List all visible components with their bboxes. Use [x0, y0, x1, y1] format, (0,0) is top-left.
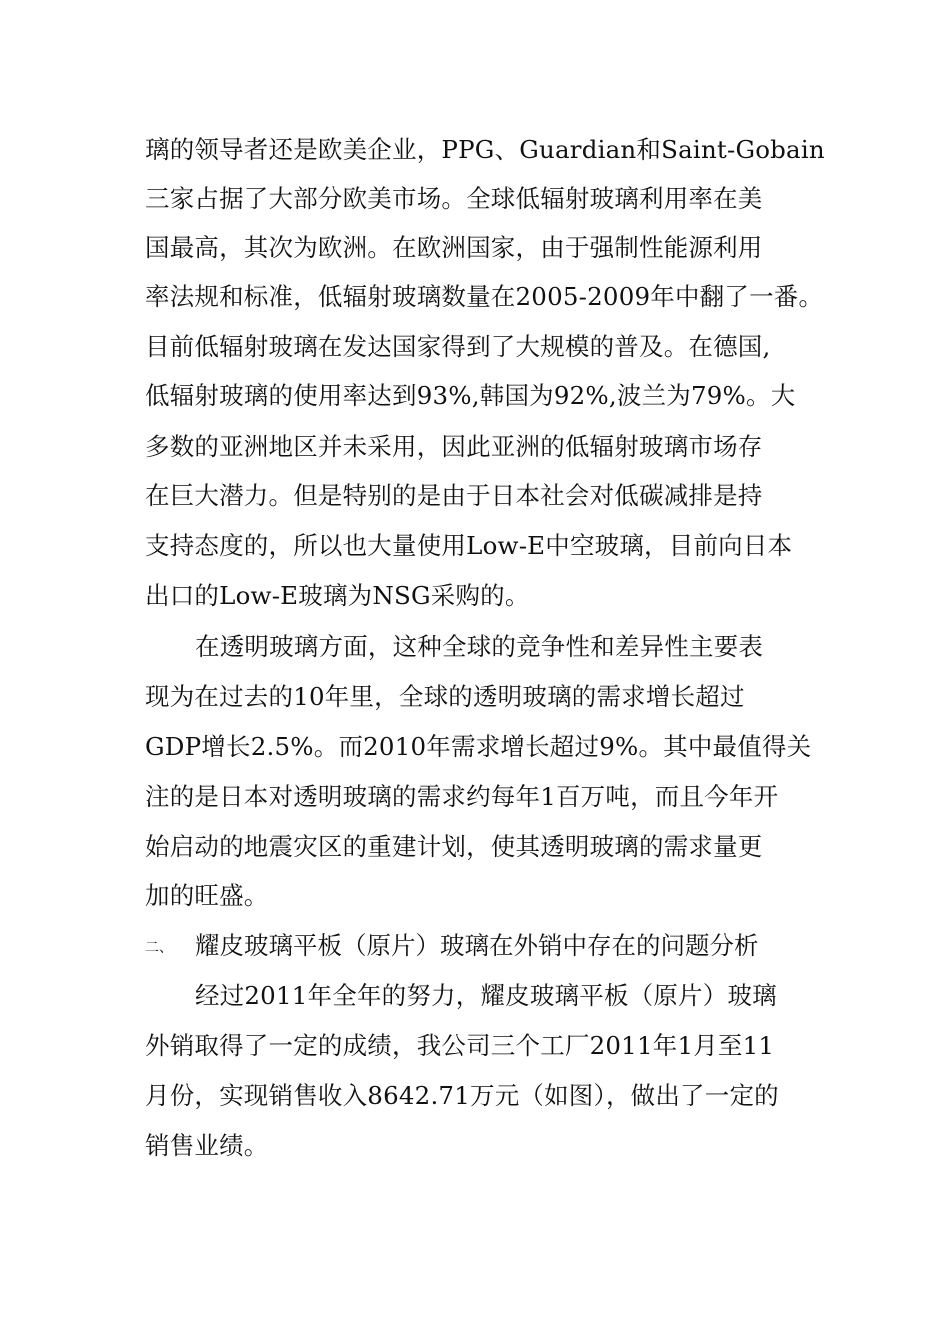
text-line: 经过2011年全年的努力，耀皮玻璃平板（原片）玻璃: [195, 981, 777, 1010]
text-line: 出口的Low-E玻璃为NSG采购的。: [145, 581, 530, 610]
text-line: 率法规和标准，低辐射玻璃数量在2005-2009年中翻了一番。: [145, 282, 824, 311]
text-line: 国最高，其次为欧洲。在欧洲国家，由于强制性能源利用: [145, 233, 763, 262]
section-title: 耀皮玻璃平板（原片）玻璃在外销中存在的问题分析: [195, 931, 759, 960]
text-line: 外销取得了一定的成绩，我公司三个工厂2011年1月至11: [145, 1031, 775, 1060]
text-line: 销售业绩。: [145, 1131, 269, 1160]
section-number: 二、: [145, 940, 173, 956]
text-line: 始启动的地震灾区的重建计划，使其透明玻璃的需求量更: [145, 832, 763, 861]
text-line: GDP增长2.5%。而2010年需求增长超过9%。其中最值得关: [145, 732, 812, 761]
text-line: 现为在过去的10年里，全球的透明玻璃的需求增长超过: [145, 682, 745, 711]
text-line: 低辐射玻璃的使用率达到93%,韩国为92%,波兰为79%。大: [145, 381, 796, 410]
text-line: 支持态度的，所以也大量使用Low-E中空玻璃，目前向日本: [145, 531, 793, 560]
text-line: 注的是日本对透明玻璃的需求约每年1百万吨，而且今年开: [145, 782, 779, 811]
text-line: 在巨大潜力。但是特别的是由于日本社会对低碳减排是持: [145, 481, 763, 510]
text-line: 加的旺盛。: [145, 881, 269, 910]
text-line: 多数的亚洲地区并未采用，因此亚洲的低辐射玻璃市场存: [145, 432, 763, 461]
text-line: 在透明玻璃方面，这种全球的竞争性和差异性主要表: [195, 632, 764, 661]
text-line: 月份，实现销售收入8642.71万元（如图），做出了一定的: [145, 1081, 779, 1110]
text-line: 三家占据了大部分欧美市场。全球低辐射玻璃利用率在美: [145, 184, 763, 213]
text-line: 目前低辐射玻璃在发达国家得到了大规模的普及。在德国,: [145, 332, 771, 361]
text-line: 璃的领导者还是欧美企业，PPG、Guardian和Saint-Gobain: [145, 135, 825, 164]
